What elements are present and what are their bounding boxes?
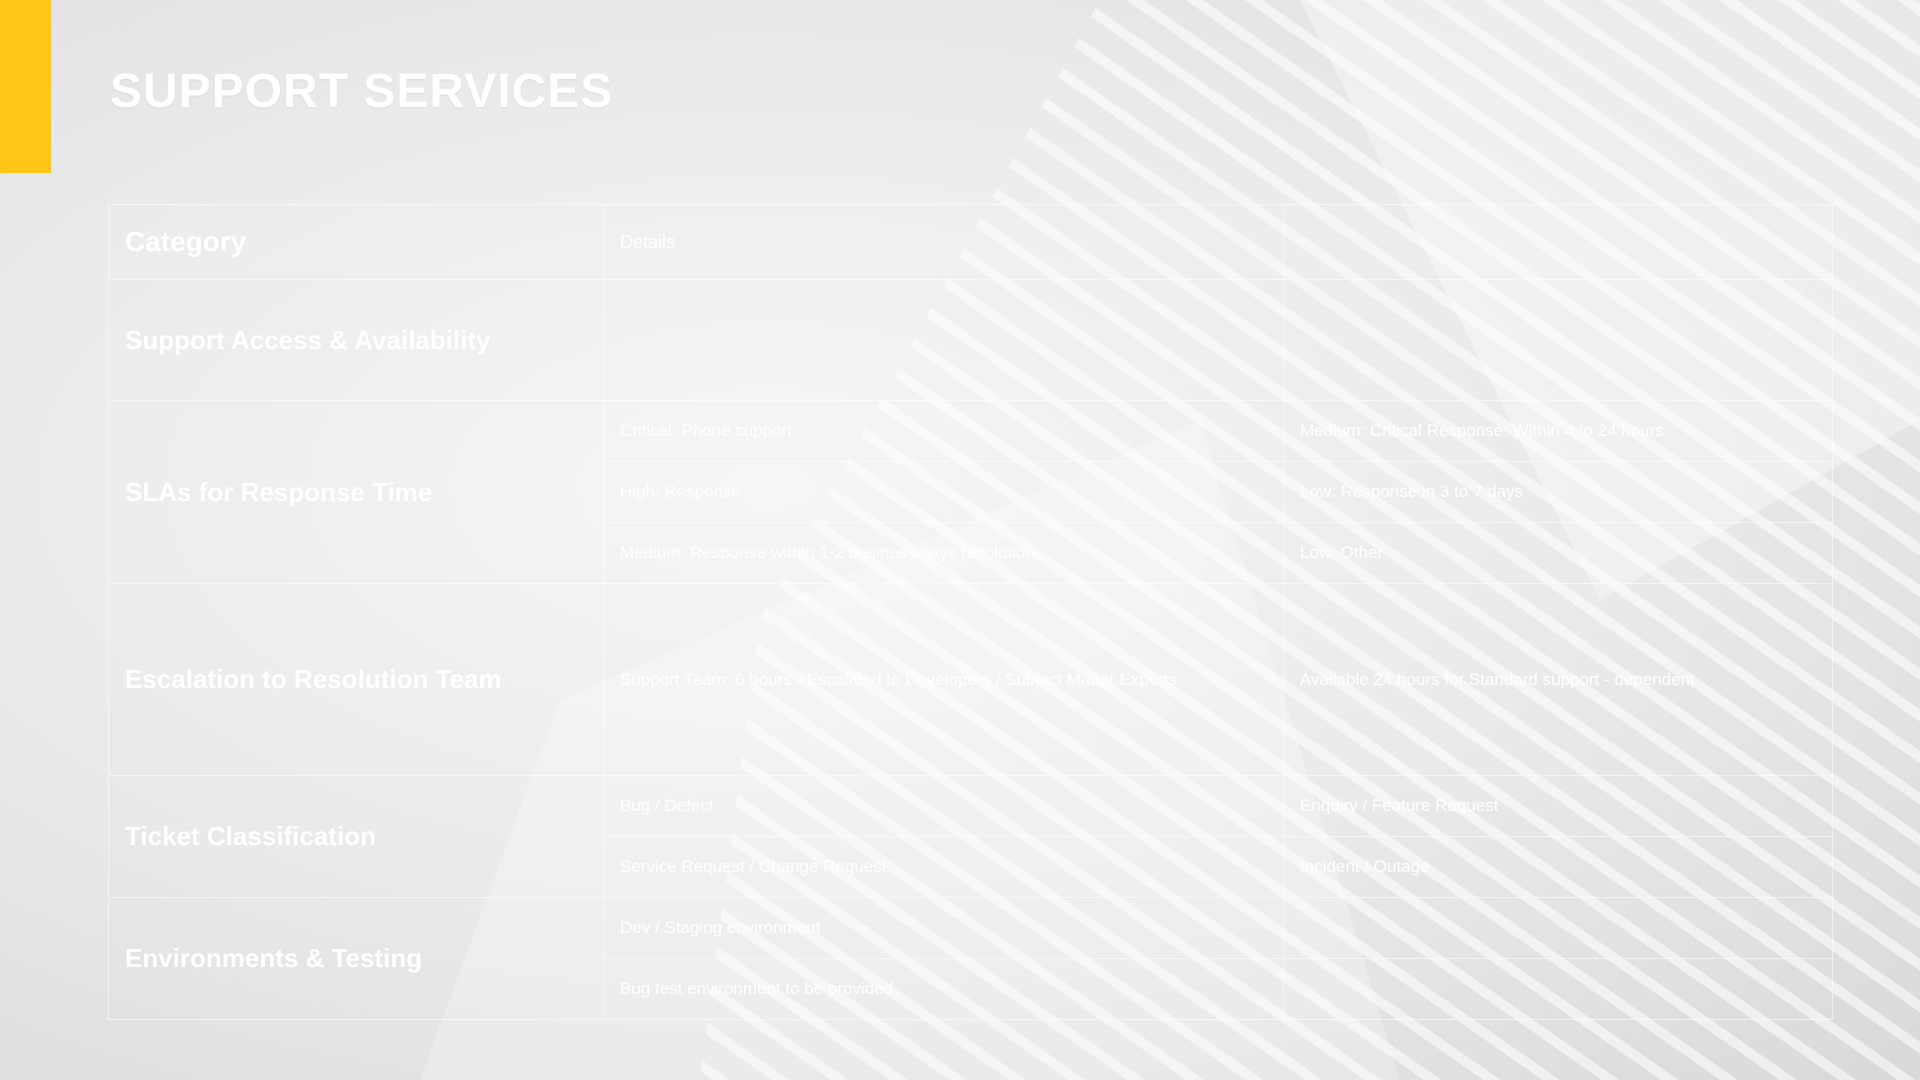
ticket-item-2: Service Request / Change Request	[604, 837, 1284, 898]
category-support-access: Support Access & Availability	[109, 280, 604, 401]
escalation-detail: Support Team: 6 hours - Escalated to Developers / Subject Matter Experts	[604, 584, 1284, 776]
env-item-1: Dev / Staging environment	[604, 898, 1284, 959]
table-row	[109, 401, 1833, 462]
sla-right-2: Low: Response in 3 to 7 days	[1284, 462, 1833, 523]
env-right-2	[1284, 959, 1833, 1020]
slide-title: SUPPORT SERVICES	[110, 65, 614, 118]
sla-right-3: Low: Other	[1284, 523, 1833, 584]
table-header-row	[109, 205, 1833, 280]
support-detail	[604, 280, 1284, 401]
category-environments: Environments & Testing	[109, 898, 604, 1020]
support-services-table	[108, 204, 1833, 1020]
env-right-1	[1284, 898, 1833, 959]
table-row	[109, 776, 1833, 837]
sla-right-1: Medium: Critical Response: Within 4 to 24 hours	[1284, 401, 1833, 462]
category-sla: SLAs for Response Time	[109, 401, 604, 584]
accent-bar	[0, 0, 51, 173]
table-row	[109, 898, 1833, 959]
header-details: Details	[604, 205, 1284, 280]
sla-item-3: Medium: Response within 1-2 business days resolution	[604, 523, 1284, 584]
table-row	[109, 280, 1833, 401]
env-item-2: Bug test environment to be provided	[604, 959, 1284, 1020]
sla-item-2: High: Response	[604, 462, 1284, 523]
category-ticket: Ticket Classification	[109, 776, 604, 898]
sla-item-1: Critical: Phone support	[604, 401, 1284, 462]
support-extra	[1284, 280, 1833, 401]
ticket-right-2: Incident / Outage	[1284, 837, 1833, 898]
header-category: Category	[109, 205, 604, 280]
ticket-item-1: Bug / Defect	[604, 776, 1284, 837]
category-escalation: Escalation to Resolution Team	[109, 584, 604, 776]
escalation-right: Available 24 hours for Standard support - dependent	[1284, 584, 1833, 776]
table-row	[109, 584, 1833, 776]
header-extra	[1284, 205, 1833, 280]
ticket-right-1: Enquiry / Feature Request	[1284, 776, 1833, 837]
